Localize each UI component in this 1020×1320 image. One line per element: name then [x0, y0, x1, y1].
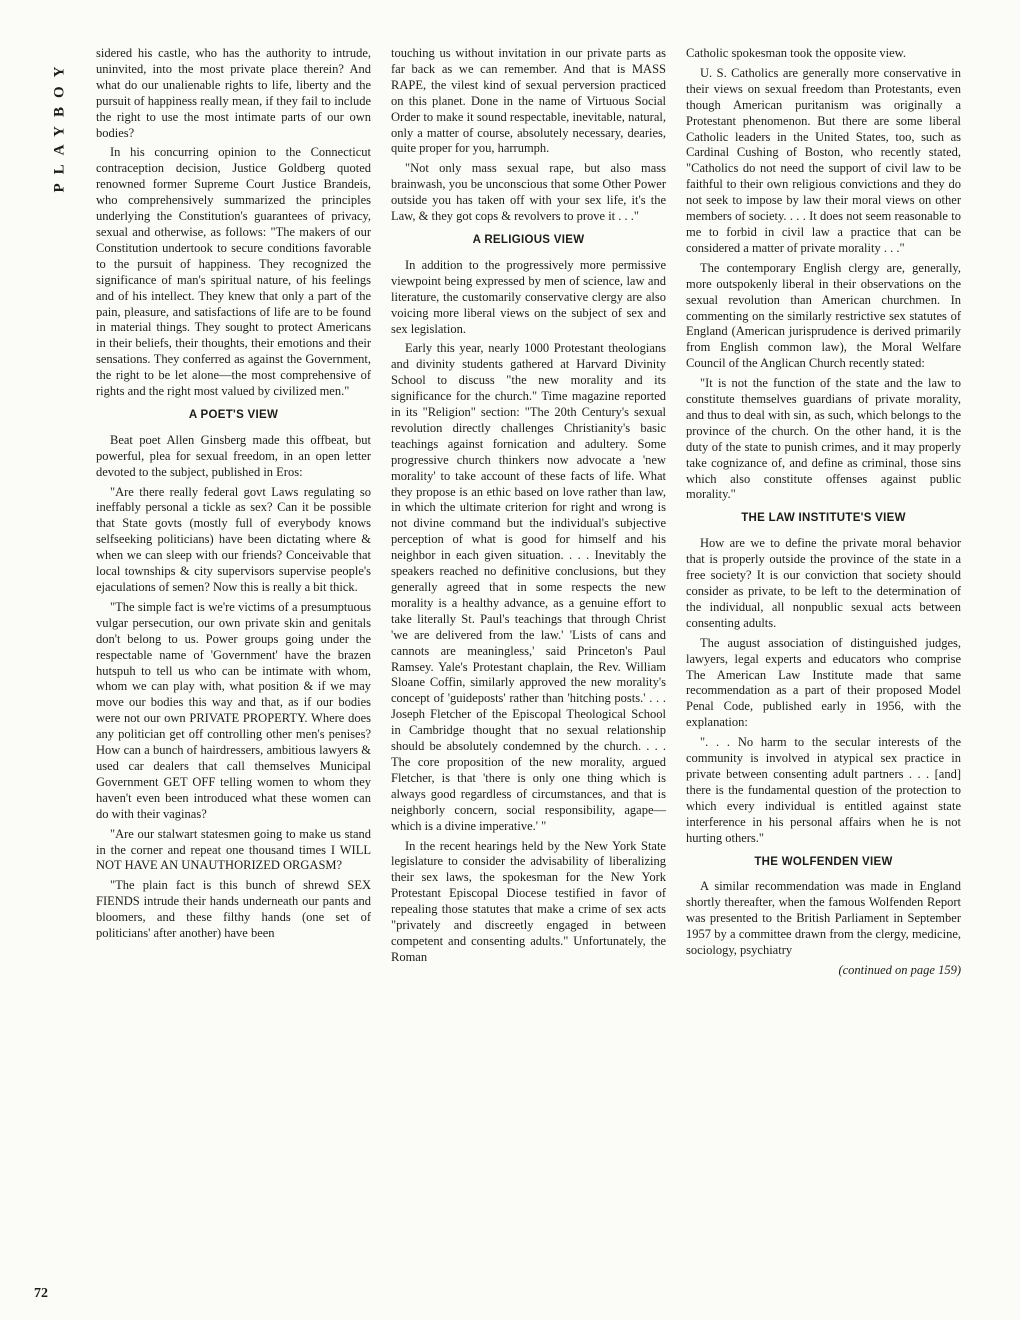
paragraph: Early this year, nearly 1000 Protestant theologians and divinity students gathered at Harvard Divinity School to discuss "the new morality and its significance for the church." Time magazine reported in its "Religion" section: "The 20th Century's sexual revolution directly challenges Christianity's basic teachings against fornication and adultery. Some progressive church thinkers now advocate a 'new morality' to take account of these facts of life. What they propose is an ethic based on love rather than law, in which the ultimate criterion for right and wrong is not divine command but the individual's subjective perception of what is good for himself and his neighbor in each given situation. . . . Inevitably the speakers reached no definitive conclusions, but they generally agreed that in some respects the new morality is a healthy advance, as a genuine effort to take literally St. Paul's teachings that through Christ 'we are delivered from the law.' 'Lists of cans and cannots are meaningless,' said Princeton's Paul Ramsey. Yale's Protestant chaplain, the Rev. William Sloane Coffin, similarly approved the new morality's concept of 'guideposts' rather than 'hitching posts.' . . . Joseph Fletcher of the Episcopal Theological School in Cambridge thought that no sexual relationship should be absolutely condemned by the church. . . . The core proposition of the new morality, argued Fletcher, is that 'there is only one thing which is always good regardless of circumstances, and that is neighborly concern, social responsibility, agape—which is a divine imperative.' "	[391, 341, 666, 833]
section-heading: A RELIGIOUS VIEW	[472, 233, 585, 246]
text-column-2	[391, 46, 666, 970]
paragraph-continued: sidered his castle, who has the authority to intrude, uninvited, into the most private place therein? And what do our unalienable rights to life, liberty and the pursuit of happiness really mean, if they fail to include the right to use the most intimate parts of our own bodies?	[96, 46, 371, 140]
section-heading: A POET'S VIEW	[188, 408, 279, 421]
paragraph: "The plain fact is this bunch of shrewd SEX FIENDS intrude their hands underneath our pants and bloomers, and these filthy hands (one set of politicians' after another) have been	[96, 878, 371, 941]
text-column-1	[96, 46, 371, 946]
paragraph: The contemporary English clergy are, generally, more outspokenly liberal in their observations on the sexual revolution than American churchmen. In commenting on the similarly restrictive sex statutes of England (American jurisprudence is derived primarily from English common law), the Moral Welfare Council of the Anglican Church recently stated:	[686, 260, 961, 371]
paragraph: "Are there really federal govt Laws regulating so ineffably personal a tickle as sex? Can it be possible that State govts (mostly full of everybody knows selfseeking politicians) have been dictating where & when we can sleep with our friends? Conceivable that local townships & city supervisors supervise people's ejaculations of semen? Now this is really a bit thick.	[96, 484, 371, 594]
paragraph: "The simple fact is we're victims of a presumptuous vulgar persecution, our own private skin and genitals don't belong to us. Power groups going under the respectable name of 'Government' have the brazen hutspuh to tell us who can be intimate with whom, whom we can play with, what position & if we may move our bodies this way and that, as if our bodies were not our own PRIVATE PROPERTY. Where does any politician get off controlling other men's penises? How can a bunch of hairdressers, ambitious lawyers & used car dealers that call themselves Municipal Government GET OFF telling women to whom they haven't even been introduced what these women can do with their vaginas?	[96, 599, 371, 821]
paragraph-continued: touching us without invitation in our private parts as far back as we can remember. And that is MASS RAPE, the vilest kind of sexual perversion practiced on this planet. Done in the name of Virtuous Social Order to make it sound respectable, inevitable, natural, only a matter of course, absolutely necessary, dearies, quite proper for you, harrumph.	[391, 46, 666, 156]
page-number: 72	[34, 1286, 48, 1301]
paragraph: In the recent hearings held by the New York State legislature to consider the advisability of liberalizing their sex laws, the spokesman for the New York Protestant Episcopal Diocese testified in favor of repealing those statutes that make a crime of sex acts "privately and discreetly engaged in between competent and consenting adults." Unfortunately, the Roman	[391, 838, 666, 964]
paragraph: A similar recommendation was made in England shortly thereafter, when the famous Wolfenden Report was presented to the British Parliament in September 1957 by a committee drawn from the clergy, medicine, sociology, psychiatry	[686, 879, 961, 958]
paragraph: "It is not the function of the state and the law to constitute themselves guardians of private morality, and thus to deal with sin, as such, which belongs to the province of the church. On the other hand, it is the duty of the state to punish crimes, and it may properly take cognizance of, and define as criminal, those sins which also constitute offenses against public morality."	[686, 376, 961, 502]
section-heading: THE LAW INSTITUTE'S VIEW	[741, 512, 906, 525]
paragraph: "Are our stalwart statesmen going to make us stand in the corner and repeat one thousand times I WILL NOT HAVE AN UNAUTHORIZED ORGASM?	[96, 826, 371, 873]
paragraph: In his concurring opinion to the Connecticut contraception decision, Justice Goldberg quoted renowned former Supreme Court Justice Brandeis, who comprehensively summarized the principles underlying the Constitution's guarantees of privacy, sexual and otherwise, as follows: "The makers of our Constitution undertook to secure conditions favorable to the pursuit of happiness. They recognized the significance of man's spiritual nature, of his feelings and of his intellect. They knew that only a part of the pain, pleasure, and satisfactions of life are to be found in material things. They sought to protect Americans in their beliefs, their thoughts, their emotions and their sensations. They conferred as against the Government, the right to be let alone—the most comprehensive of rights and the right most valued by civilized men."	[96, 145, 371, 399]
magazine-masthead	[44, 50, 76, 200]
masthead-text: PLAYBOY	[51, 57, 68, 193]
paragraph: "Not only mass sexual rape, but also mass brainwash, you be unconscious that some Other Power outside you has taken off with your sex life, it's the Law, & they got cops & revolvers to prove it . . ."	[391, 161, 666, 224]
paragraph: U. S. Catholics are generally more conservative in their views on sexual freedom than Protestants, even though American puritanism was originally a Protestant phenomenon. But there are some liberal Catholic leaders in the United States, too, such as Cardinal Cushing of Boston, who recently stated, "Catholics do not need the support of civil law to be faithful to their own religious convictions and they do not seek to impose by law their moral views on other members of society. . . . It does not seem reasonable to me to forbid in civil law a practice that can be considered a matter of private morality . . ."	[686, 65, 961, 255]
text-column-3	[686, 46, 961, 983]
paragraph: The august association of distinguished judges, lawyers, legal experts and educators who comprise The American Law Institute made that same recommendation as a part of their proposed Model Penal Code, published early in 1956, with the explanation:	[686, 635, 961, 730]
paragraph: ". . . No harm to the secular interests of the community is involved in atypical sex practice in private between consenting adult partners . . . [and] there is the fundamental question of the protection to which every individual is entitled against state interference in his personal affairs when he is not hurting others."	[686, 735, 961, 845]
section-heading: THE WOLFENDEN VIEW	[754, 855, 893, 868]
continued-note: (continued on page 159)	[838, 962, 961, 977]
paragraph: Beat poet Allen Ginsberg made this offbeat, but powerful, plea for sexual freedom, in an open letter devoted to the subject, published in Eros:	[96, 432, 371, 479]
paragraph: How are we to define the private moral behavior that is properly outside the province of the state in a free society? It is our conviction that society should consider as private, to be left to the determination of the individual, all nonpublic sexual acts between consenting adults.	[686, 536, 961, 630]
paragraph: In addition to the progressively more permissive viewpoint being expressed by men of science, law and literature, the customarily conservative clergy are also voicing more liberal views on the subject of sex and sex legislation.	[391, 257, 666, 336]
paragraph-continued: Catholic spokesman took the opposite view.	[686, 46, 906, 60]
